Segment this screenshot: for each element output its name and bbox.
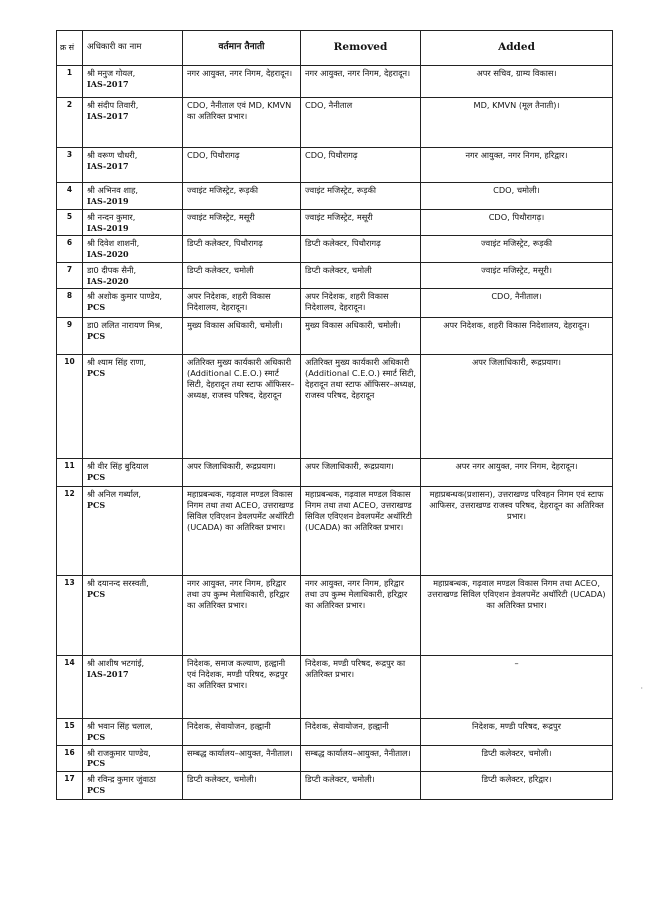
- officer-cell: [83, 771, 183, 799]
- added-cell: MD, KMVN (मूल तैनाती)।: [421, 98, 613, 148]
- col-header-added: Added: [421, 31, 613, 66]
- added-cell: नगर आयुक्त, नगर निगम, हरिद्वार।: [421, 148, 613, 183]
- officer-cell: [83, 318, 183, 355]
- serial-number-cell: 13: [57, 576, 83, 656]
- officer-cell: [83, 262, 183, 288]
- current-posting-cell: मुख्य विकास अधिकारी, चमोली।: [183, 318, 301, 355]
- officer-cell: [83, 719, 183, 745]
- officer-cell: [83, 210, 183, 236]
- removed-cell: निदेशक, मण्डी परिषद, रूद्रपुर का अतिरिक्त प्रभार।: [301, 656, 421, 719]
- officer-service: IAS-2017: [87, 668, 129, 679]
- serial-number-cell: 12: [57, 487, 83, 576]
- table-body: [57, 66, 613, 800]
- officer-name: डा0 ललित नारायण मिश्र,: [87, 320, 163, 331]
- serial-number-cell: 11: [57, 459, 83, 487]
- table-row: [57, 745, 613, 771]
- table-row: [57, 719, 613, 745]
- serial-number-cell: 15: [57, 719, 83, 745]
- removed-cell: अपर निदेशक, शहरी विकास निदेशालय, देहरादून।: [301, 289, 421, 318]
- serial-number-cell: 8: [57, 289, 83, 318]
- removed-cell: महाप्रबन्धक, गढ़वाल मण्डल विकास निगम तथा तथा ACEO, उत्तराखण्ड सिविल एविएशन डेवलपमेंट अथॉरिटी (UCADA) का अतिरिक्त प्रभार।: [301, 487, 421, 576]
- officer-cell: [83, 98, 183, 148]
- current-posting-cell: नगर आयुक्त, नगर निगम, देहरादून।: [183, 66, 301, 98]
- serial-number-cell: 3: [57, 148, 83, 183]
- margin-mark: ·: [640, 684, 643, 693]
- officer-service: PCS: [87, 588, 106, 599]
- officer-name: श्री नन्दन कुमार,: [87, 212, 136, 222]
- table-row: [57, 262, 613, 288]
- officer-cell: [83, 289, 183, 318]
- officer-service: IAS-2017: [87, 110, 129, 121]
- officer-service: PCS: [87, 784, 106, 795]
- removed-cell: डिप्टी कलेक्टर, चमोली: [301, 262, 421, 288]
- table-row: [57, 656, 613, 719]
- officer-cell: [83, 459, 183, 487]
- removed-cell: ज्वाइंट मजिस्ट्रेट, रूड़की: [301, 183, 421, 210]
- officer-service: IAS-2020: [87, 249, 129, 260]
- serial-number-cell: 10: [57, 355, 83, 459]
- officer-cell: [83, 66, 183, 98]
- current-posting-cell: अपर निदेशक, शहरी विकास निदेशालय, देहरादून।: [183, 289, 301, 318]
- removed-cell: डिप्टी कलेक्टर, चमोली।: [301, 771, 421, 799]
- officer-cell: [83, 576, 183, 656]
- removed-cell: सम्बद्ध कार्यालय–आयुक्त, नैनीताल।: [301, 745, 421, 771]
- removed-cell: मुख्य विकास अधिकारी, चमोली।: [301, 318, 421, 355]
- officer-service: PCS: [87, 367, 106, 378]
- officer-name: श्री संदीप तिवारी,: [87, 100, 139, 110]
- added-cell: डिप्टी कलेक्टर, हरिद्वार।: [421, 771, 613, 799]
- removed-cell: ज्वाइंट मजिस्ट्रेट, मसूरी: [301, 210, 421, 236]
- added-cell: CDO, पिथौरागढ़।: [421, 210, 613, 236]
- serial-number-cell: 16: [57, 745, 83, 771]
- officer-name: श्री अभिनव शाह,: [87, 185, 138, 195]
- table-row: [57, 148, 613, 183]
- col-header-officer: अधिकारी का नाम: [83, 31, 183, 66]
- serial-number-cell: 2: [57, 98, 83, 148]
- transfer-table: [56, 30, 613, 800]
- table-row: [57, 210, 613, 236]
- officer-name: श्री श्याम सिंह राणा,: [87, 357, 147, 368]
- serial-number-cell: 6: [57, 236, 83, 262]
- current-posting-cell: अतिरिक्त मुख्य कार्यकारी अधिकारी (Additional C.E.O.) स्मार्ट सिटी, देहरादून तथा स्टाफ ऑफिसर–अध्यक्ष, राजस्व परिषद, देहरादून: [183, 355, 301, 459]
- current-posting-cell: निदेशक, सेवायोजन, हल्द्वानी: [183, 719, 301, 745]
- added-cell: –: [421, 656, 613, 719]
- serial-number-cell: 9: [57, 318, 83, 355]
- current-posting-cell: निदेशक, समाज कल्याण, हल्द्वानी एवं निदेशक, मण्डी परिषद, रूद्रपुर का अतिरिक्त प्रभार।: [183, 656, 301, 719]
- officer-cell: [83, 183, 183, 210]
- officer-service: PCS: [87, 731, 106, 742]
- removed-cell: CDO, पिथौरागढ़: [301, 148, 421, 183]
- officer-name: श्री अनिल गर्ब्याल,: [87, 489, 141, 500]
- officer-service: IAS-2020: [87, 275, 129, 286]
- table-row: [57, 66, 613, 98]
- officer-name: श्री रविन्द्र कुमार जुंवाठा: [87, 773, 156, 784]
- current-posting-cell: ज्वाइंट मजिस्ट्रेट, रूड़की: [183, 183, 301, 210]
- current-posting-cell: डिप्टी कलेक्टर, चमोली।: [183, 771, 301, 799]
- serial-number-cell: 1: [57, 66, 83, 98]
- officer-service: IAS-2017: [87, 160, 129, 171]
- officer-cell: [83, 236, 183, 262]
- officer-name: श्री मनुज गोयल,: [87, 68, 136, 78]
- officer-name: डा0 दीपक सैनी,: [87, 264, 137, 275]
- serial-number-cell: 5: [57, 210, 83, 236]
- officer-name: श्री राजकुमार पाण्डेय,: [87, 747, 151, 758]
- officer-cell: [83, 148, 183, 183]
- officer-name: श्री भवान सिंह चलाल,: [87, 721, 153, 732]
- added-cell: अपर जिलाधिकारी, रूद्रप्रयाग।: [421, 355, 613, 459]
- header-row: [57, 31, 613, 66]
- table-row: [57, 771, 613, 799]
- officer-service: IAS-2019: [87, 195, 129, 206]
- officer-service: PCS: [87, 758, 106, 769]
- officer-cell: [83, 487, 183, 576]
- officer-name: श्री वीर सिंह बुदियाल: [87, 461, 149, 472]
- table-row: [57, 576, 613, 656]
- current-posting-cell: CDO, नैनीताल एवं MD, KMVN का अतिरिक्त प्रभार।: [183, 98, 301, 148]
- table-row: [57, 459, 613, 487]
- officer-service: IAS-2019: [87, 222, 129, 233]
- serial-number-cell: 7: [57, 262, 83, 288]
- added-cell: महाप्रबन्धक, गढ़वाल मण्डल विकास निगम तथा ACEO, उत्तराखण्ड सिविल एविएशन डेवलपमेंट अथॉरिटी (UCADA) का अतिरिक्त प्रभार।: [421, 576, 613, 656]
- table-row: [57, 487, 613, 576]
- removed-cell: अतिरिक्त मुख्य कार्यकारी अधिकारी (Additional C.E.O.) स्मार्ट सिटी, देहरादून तथा स्टाफ ऑफिसर–अध्यक्ष, राजस्व परिषद, देहरादून: [301, 355, 421, 459]
- current-posting-cell: सम्बद्ध कार्यालय–आयुक्त, नैनीताल।: [183, 745, 301, 771]
- table-row: [57, 289, 613, 318]
- added-cell: निदेशक, मण्डी परिषद, रूद्रपुर: [421, 719, 613, 745]
- officer-service: PCS: [87, 499, 106, 510]
- added-cell: अपर सचिव, ग्राम्य विकास।: [421, 66, 613, 98]
- table-row: [57, 236, 613, 262]
- officer-service: PCS: [87, 301, 106, 312]
- current-posting-cell: नगर आयुक्त, नगर निगम, हरिद्वार तथा उप कुम्भ मेलाधिकारी, हरिद्वार का अतिरिक्त प्रभार।: [183, 576, 301, 656]
- col-header-removed: Removed: [301, 31, 421, 66]
- current-posting-cell: महाप्रबन्धक, गढ़वाल मण्डल विकास निगम तथा तथा ACEO, उत्तराखण्ड सिविल एविएशन डेवलपमेंट अथॉरिटी (UCADA) का अतिरिक्त प्रभार।: [183, 487, 301, 576]
- removed-cell: डिप्टी कलेक्टर, पिथौरागढ़: [301, 236, 421, 262]
- removed-cell: नगर आयुक्त, नगर निगम, देहरादून।: [301, 66, 421, 98]
- removed-cell: अपर जिलाधिकारी, रूद्रप्रयाग।: [301, 459, 421, 487]
- added-cell: CDO, नैनीताल।: [421, 289, 613, 318]
- officer-cell: [83, 355, 183, 459]
- current-posting-cell: डिप्टी कलेक्टर, चमोली: [183, 262, 301, 288]
- removed-cell: निदेशक, सेवायोजन, हल्द्वानी: [301, 719, 421, 745]
- table-row: [57, 355, 613, 459]
- col-header-sn: क्र सं: [57, 31, 83, 66]
- col-header-current: वर्तमान तैनाती: [183, 31, 301, 66]
- officer-cell: [83, 745, 183, 771]
- removed-cell: नगर आयुक्त, नगर निगम, हरिद्वार तथा उप कुम्भ मेलाधिकारी, हरिद्वार का अतिरिक्त प्रभार।: [301, 576, 421, 656]
- table-row: [57, 183, 613, 210]
- current-posting-cell: ज्वाइंट मजिस्ट्रेट, मसूरी: [183, 210, 301, 236]
- officer-name: श्री वरूण चौधरी,: [87, 150, 138, 160]
- serial-number-cell: 14: [57, 656, 83, 719]
- added-cell: ज्वाइंट मजिस्ट्रेट, रूड़की: [421, 236, 613, 262]
- added-cell: अपर नगर आयुक्त, नगर निगम, देहरादून।: [421, 459, 613, 487]
- serial-number-cell: 17: [57, 771, 83, 799]
- officer-service: PCS: [87, 330, 106, 341]
- added-cell: ज्वाइंट मजिस्ट्रेट, मसूरी।: [421, 262, 613, 288]
- officer-name: श्री आशीष भटगांई,: [87, 658, 145, 669]
- added-cell: अपर निदेशक, शहरी विकास निदेशालय, देहरादून।: [421, 318, 613, 355]
- table-row: [57, 98, 613, 148]
- officer-service: PCS: [87, 471, 106, 482]
- officer-name: श्री दिवेश शाशनी,: [87, 238, 140, 249]
- officer-service: IAS-2017: [87, 78, 129, 89]
- table-row: [57, 318, 613, 355]
- officer-cell: [83, 656, 183, 719]
- officer-name: श्री अशोक कुमार पाण्डेय,: [87, 291, 163, 302]
- transfer-order-document: [56, 30, 612, 800]
- officer-name: श्री दयानन्द सरस्वती,: [87, 578, 149, 589]
- added-cell: CDO, चमोली।: [421, 183, 613, 210]
- current-posting-cell: डिप्टी कलेक्टर, पिथौरागढ़: [183, 236, 301, 262]
- current-posting-cell: अपर जिलाधिकारी, रूद्रप्रयाग।: [183, 459, 301, 487]
- added-cell: महाप्रबन्धक(प्रशासन), उत्तराखण्ड परिवहन निगम एवं स्टाफ आफिसर, उत्तराखण्ड राजस्व परिषद, देहरादून का अतिरिक्त प्रभार।: [421, 487, 613, 576]
- current-posting-cell: CDO, पिथौरागढ़: [183, 148, 301, 183]
- added-cell: डिप्टी कलेक्टर, चमोली।: [421, 745, 613, 771]
- serial-number-cell: 4: [57, 183, 83, 210]
- removed-cell: CDO, नैनीताल: [301, 98, 421, 148]
